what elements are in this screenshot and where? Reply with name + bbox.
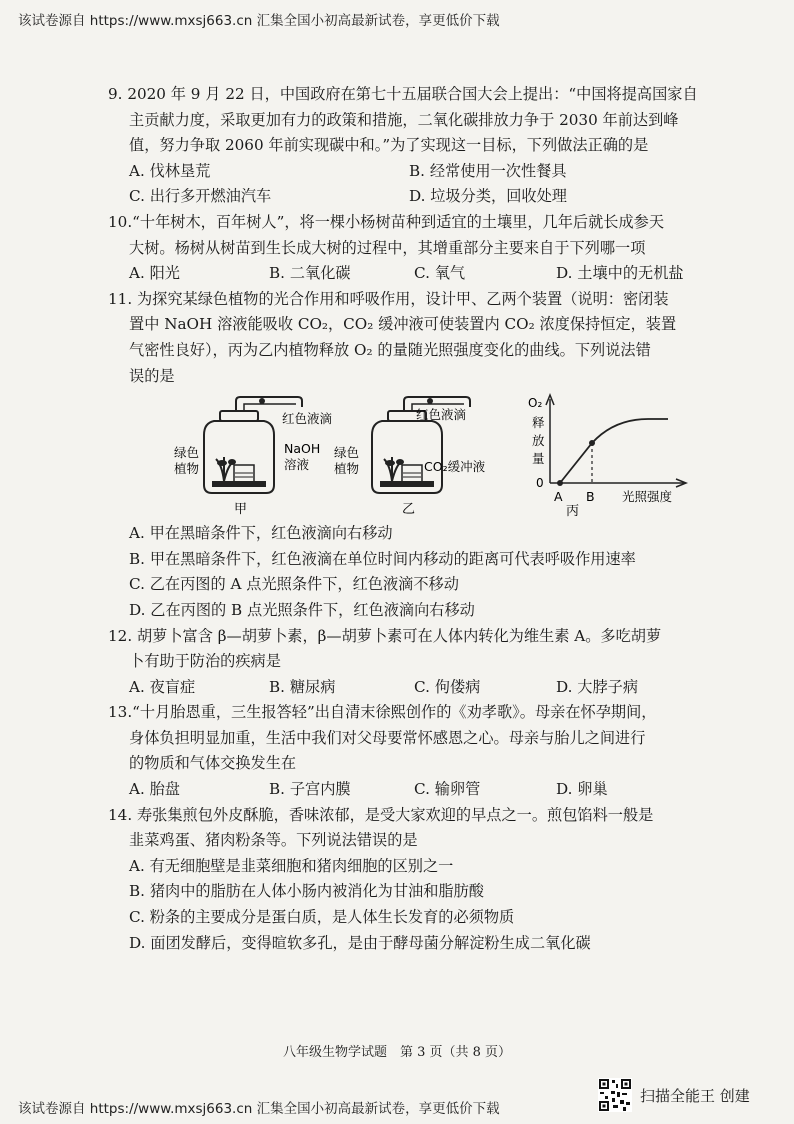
question-stem-line: 11. 为探究某绿色植物的光合作用和呼吸作用，设计甲、乙两个装置（说明：密闭装 <box>108 289 669 308</box>
question-stem-line: 主贡献力度，采取更加有力的政策和措施，二氧化碳排放力争于 2030 年前达到峰 <box>129 110 679 129</box>
question-stem-line: 值，努力争取 2060 年前实现碳中和。”为了实现这一目标，下列做法正确的是 <box>129 136 649 155</box>
answer-option: B. 子宫内膜 <box>269 780 351 799</box>
question-13 <box>108 700 758 802</box>
question-12 <box>108 624 758 701</box>
answer-option: D. 土壤中的无机盐 <box>556 264 684 283</box>
jia-plant-label-2: 植物 <box>174 461 200 477</box>
bing-xlabel: 光照强度 <box>622 489 673 505</box>
question-stem-line: 身体负担明显加重，生活中我们对父母要常怀感恩之心。母亲与胎儿之间进行 <box>129 728 646 747</box>
answer-option: A. 伐林垦荒 <box>129 161 211 180</box>
answer-option: B. 经常使用一次性餐具 <box>409 161 567 180</box>
bing-ylabel-3: 量 <box>532 451 545 467</box>
question-stem-line: 14. 寿张集煎包外皮酥脆，香味浓郁，是受大家欢迎的早点之一。煎包馅料一般是 <box>108 805 654 824</box>
answer-option: C. 乙在丙图的 A 点光照条件下，红色液滴不移动 <box>129 575 459 594</box>
answer-options-row <box>108 261 758 287</box>
question-stem-line: 韭菜鸡蛋、猪肉粉条等。下列说法错误的是 <box>129 831 418 850</box>
bing-caption: 丙 <box>566 504 580 520</box>
yi-drop-label: 红色液滴 <box>416 407 467 423</box>
answer-options-row <box>108 675 758 701</box>
scanner-watermark: 扫描全能王 创建 <box>640 1087 750 1105</box>
question-list <box>108 82 758 956</box>
jia-drop-label: 红色液滴 <box>282 411 333 427</box>
source-banner-top: 该试卷源自 https://www.mxsj663.cn 汇集全国小初高最新试卷，享更低价下载 <box>18 13 500 29</box>
question-stem-line: 12. 胡萝卜富含 β—胡萝卜素，β—胡萝卜素可在人体内转化为维生素 A。多吃胡萝 <box>108 626 662 645</box>
answer-option: A. 胎盘 <box>129 780 180 799</box>
question-stem-line: 气密性良好），丙为乙内植物释放 O₂ 的量随光照强度变化的曲线。下列说法错 <box>129 340 651 359</box>
question-11 <box>108 287 758 624</box>
answer-option: C. 出行多开燃油汽车 <box>129 187 272 206</box>
answer-option: C. 输卵管 <box>414 780 481 799</box>
question-10 <box>108 210 758 287</box>
yi-plant-label-2: 植物 <box>334 461 360 477</box>
graph-bing <box>546 395 686 487</box>
bing-point-b: B <box>586 489 595 505</box>
answer-option: A. 阳光 <box>129 264 180 283</box>
answer-option: D. 乙在丙图的 B 点光照条件下，红色液滴向右移动 <box>129 600 475 619</box>
answer-option: B. 猪肉中的脂肪在人体小肠内被消化为甘油和脂肪酸 <box>129 882 484 901</box>
question-stem-line: 大树。杨树从树苗到生长成大树的过程中，其增重部分主要来自于下列哪一项 <box>129 238 646 257</box>
answer-options-row <box>108 184 758 210</box>
answer-option: A. 有无细胞壁是韭菜细胞和猪肉细胞的区别之一 <box>129 856 454 875</box>
answer-option: D. 垃圾分类，回收处理 <box>409 187 567 206</box>
answer-option: C. 粉条的主要成分是蛋白质，是人体生长发育的必须物质 <box>129 908 515 927</box>
question-stem-line: 9. 2020 年 9 月 22 日，中国政府在第七十五届联合国大会上提出：“中国将提高国家自 <box>108 85 698 103</box>
question-stem-line: 10.“十年树木，百年树人”，将一棵小杨树苗种到适宜的土壤里，几年后就长成参天 <box>108 212 665 231</box>
answer-option: A. 甲在黑暗条件下，红色液滴向右移动 <box>129 524 393 543</box>
jia-plant-label-1: 绿色 <box>174 445 200 461</box>
answer-option: B. 甲在黑暗条件下，红色液滴在单位时间内移动的距离可代表呼吸作用速率 <box>129 549 636 568</box>
answer-option: C. 佝偻病 <box>414 677 481 696</box>
bing-ylabel-1: 释 <box>532 415 545 431</box>
answer-options-row <box>108 777 758 803</box>
source-banner-bottom: 该试卷源自 https://www.mxsj663.cn 汇集全国小初高最新试卷，享更低价下载 <box>18 1101 500 1117</box>
question-9 <box>108 82 758 210</box>
answer-option: B. 二氧化碳 <box>269 264 351 283</box>
question-stem-line: 误的是 <box>129 366 175 385</box>
yi-caption: 乙 <box>402 502 416 518</box>
bing-point-a: A <box>554 489 563 505</box>
jia-caption: 甲 <box>234 502 248 518</box>
question-stem-line: 13.“十月胎恩重，三生报答轻”出自清末徐熙创作的《劝孝歌》。母亲在怀孕期间， <box>108 703 657 722</box>
question-stem-line: 的物质和气体交换发生在 <box>129 754 297 773</box>
qr-code-icon <box>598 1078 632 1112</box>
experiment-figure <box>174 389 758 521</box>
jia-solution-label-2: 溶液 <box>284 457 310 473</box>
bing-ylabel-o2: O₂ <box>528 396 543 411</box>
answer-option: C. 氧气 <box>414 264 466 283</box>
answer-option: D. 面团发酵后，变得暄软多孔，是由于酵母菌分解淀粉生成二氧化碳 <box>129 933 591 952</box>
bing-ylabel-2: 放 <box>532 433 545 449</box>
bing-origin: 0 <box>536 476 544 491</box>
question-14 <box>108 803 758 957</box>
jia-solution-label-1: NaOH <box>284 441 321 457</box>
yi-plant-label-1: 绿色 <box>334 445 360 461</box>
page-footer: 八年级生物学试题 第 3 页（共 8 页） <box>282 1045 512 1060</box>
answer-option: D. 卵巢 <box>556 780 608 799</box>
question-stem-line: 置中 NaOH 溶液能吸收 CO₂，CO₂ 缓冲液可使装置内 CO₂ 浓度保持恒定，装置 <box>129 315 677 334</box>
answer-options-row <box>108 159 758 185</box>
answer-option: D. 大脖子病 <box>556 677 639 696</box>
question-stem-line: 卜有助于防治的疾病是 <box>129 652 281 671</box>
answer-option: A. 夜盲症 <box>129 677 196 696</box>
answer-option: B. 糖尿病 <box>269 677 336 696</box>
yi-solution-label: CO₂缓冲液 <box>424 459 486 475</box>
